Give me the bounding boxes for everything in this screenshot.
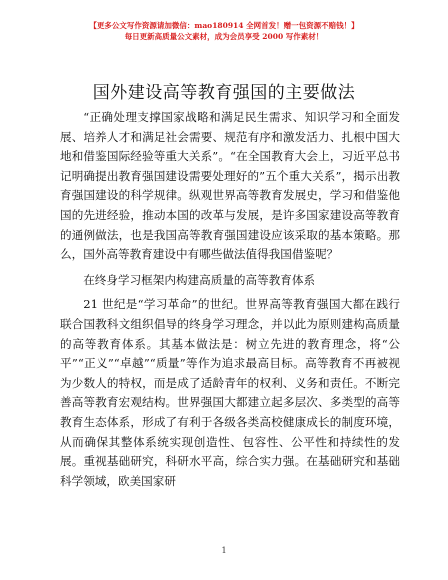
document-title: 国外建设高等教育强国的主要做法 xyxy=(92,83,356,103)
section-subheading: 在终身学习框架内构建高质量的高等教育体系 xyxy=(83,272,316,287)
page-number: 1 xyxy=(221,546,227,555)
promo-line-1: 【更多公文写作资源请加微信：mao180914 全网首发！赠一包资源不赔钱！】 xyxy=(89,21,359,30)
intro-paragraph: “正确处理支撑国家战略和满足民生需求、知识学习和全面发展、培养人才和满足社会需要、规范有序和激发活力、扎根中国大地和借鉴国际经验等重大关系”。“在全国教育大会上，习近平总书记明确提出教育强国建设需要处理好的”五个重大关系”，揭示出教育强国建设的科学规律。纵观世界高等教育发展史，学习和借鉴他国的先进经验，推动本国的改革与发展，是许多国家建设高等教育的通例做法，也是我国高等教育强国建设应该采取的基本策略。那么，国外高等教育建设中有哪些做法值得我国借鉴呢？ xyxy=(60,110,400,262)
document-body xyxy=(60,108,400,491)
promo-line-2: 每日更新高质量公文素材，成为会员享受 2000 写作素材！ xyxy=(124,32,324,41)
section-paragraph: 21 世纪是“学习革命”的世纪。世界高等教育强国大都在践行联合国教科文组织倡导的终身学习理念，并以此为原则建构高质量的高等教育体系。其基本做法是：树立先进的教育理念，将“公平”“正义”“卓越”“质量”等作为追求最高目标。高等教育不再被视为少数人的特权，而是成了适龄青年的权利、义务和责任。不断完善高等教育宏观结构。世界强国大都建立起多层次、多类型的高等教育生态体系，形成了有利于各级各类高校健康成长的制度环境，从而确保其整体系统实现创造性、包容性、公平性和持续性的发展。重视基础研究，科研水平高，综合实力强。在基础研究和基础科学领域，欧美国家研 xyxy=(60,297,400,488)
promo-header xyxy=(0,20,448,42)
